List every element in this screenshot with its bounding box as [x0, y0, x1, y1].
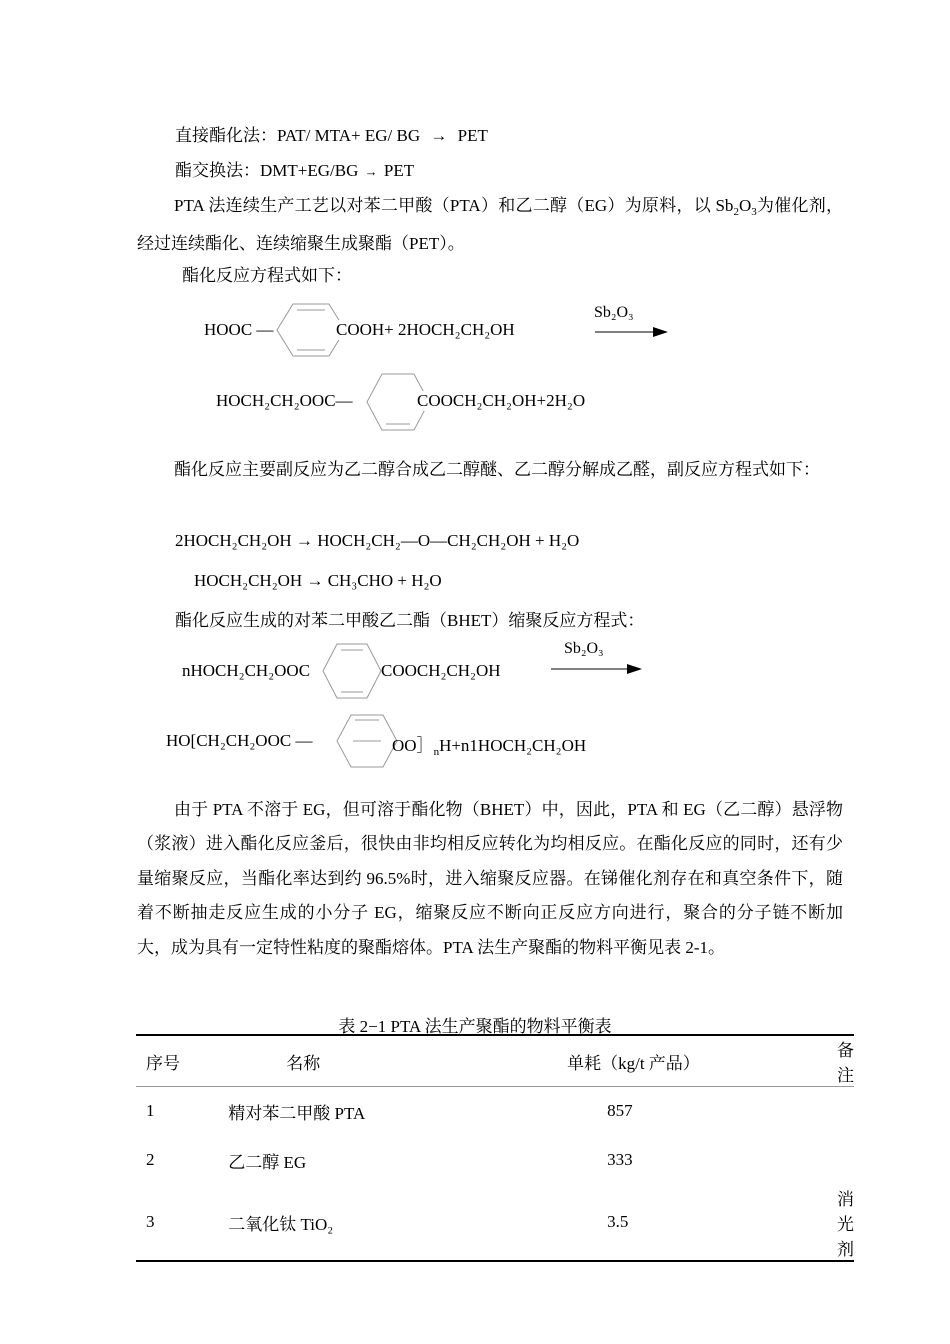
reaction1-reactant-right: COOH+ 2HOCH₂CH₂OH — [336, 320, 515, 339]
intro-paragraph — [137, 188, 843, 262]
row-consumption: 333 — [607, 1150, 633, 1169]
ester-exchange-line — [175, 161, 414, 182]
reaction-intro: 酯化反应方程式如下： — [182, 266, 352, 285]
poly-reactant-left: nHOCH₂CH₂OOC — [182, 661, 311, 680]
poly-product-n: n — [433, 746, 440, 758]
row-no: 3 — [146, 1212, 155, 1231]
direct-esterification-line — [175, 126, 488, 146]
poly-product-left: HO[CH₂CH₂OOC — — [166, 731, 313, 750]
poly-catalyst: Sb₂O₃ — [564, 640, 604, 657]
reaction1-catalyst: Sb₂O₃ — [594, 304, 634, 321]
poly-arrow — [551, 664, 643, 674]
intro-text-b: O — [738, 196, 752, 215]
row-name: 精对苯二甲酸 PTA — [228, 1103, 366, 1123]
side-reactions-intro: 酯化反应主要副反应为乙二醇合成乙二醇醚、乙二醇分解成乙醛，副反应方程式如下： — [174, 460, 820, 479]
exchange-label: 酯交换法： — [175, 161, 260, 180]
row-name: 乙二醇 EG — [228, 1152, 307, 1172]
row-no: 2 — [146, 1150, 155, 1169]
row-note — [826, 1136, 854, 1185]
benzene-ring-4 — [336, 714, 398, 768]
direct-formula: PAT/ MTA+ EG/ BG — [277, 126, 421, 145]
row-note: 消光剂 — [837, 1189, 854, 1259]
poly-reactant-right: COOCH₂CH₂OH — [381, 661, 501, 680]
intro-sub-2: 3 — [751, 206, 757, 218]
row-consumption: 857 — [607, 1101, 633, 1121]
exchange-arrow: → — [364, 164, 378, 179]
header-no: 序号 — [146, 1053, 180, 1073]
process-description: 由于 PTA 不溶于 EG，但可溶于酯化物（BHET）中，因此，PTA 和 EG（乙二醇）悬浮物（浆液）进入酯化反应釜后，很快由非均相反应转化为均相反应。在酯化反应的同时，还有少量缩聚反应，当酯化率达到约 96.5%时，进入缩聚反应器。在锑催化剂存在和真空条件下，随着不断抽走反应生成的小分子 EG，缩聚反应不断向正反应方向进行，聚合的分子链不断加大，成为具有一定特性粘度的聚酯熔体。PTA 法生产聚酯的物料平衡见表 2-1。 — [137, 800, 843, 957]
side-reaction-1: 2HOCH₂CH₂OH → HOCH₂CH₂—O—CH₂CH₂OH + H₂O — [175, 531, 580, 550]
table-row — [136, 1136, 854, 1185]
exchange-product: PET — [383, 161, 415, 180]
row-name: 二氧化钛 TiO₂ — [228, 1214, 334, 1234]
intro-sub-1: 2 — [733, 206, 739, 218]
side-reaction-2: HOCH₂CH₂OH → CH₃CHO + H₂O — [194, 571, 442, 590]
intro-text-a: PTA 法连续生产工艺以对苯二甲酸（PTA）和乙二醇（EG）为原料，以 Sb — [174, 196, 734, 215]
table-caption: 表 2−1 PTA 法生产聚酯的物料平衡表 — [338, 1017, 612, 1036]
direct-arrow: → — [430, 126, 448, 145]
reaction1-arrow — [595, 327, 669, 337]
row-consumption: 3.5 — [607, 1212, 629, 1231]
material-balance-table — [136, 1034, 854, 1262]
direct-label: 直接酯化法： — [175, 126, 277, 145]
benzene-ring-3 — [322, 643, 382, 699]
header-name: 名称 — [286, 1053, 321, 1073]
reaction1-reactant-left: HOOC — — [204, 320, 274, 339]
table-row — [136, 1185, 854, 1261]
table-header-row — [136, 1035, 854, 1087]
reaction1-product-right: COOCH₂CH₂OH+2H₂O — [417, 391, 586, 410]
table-row — [136, 1087, 854, 1136]
poly-product-right — [392, 731, 586, 756]
reaction1-product-left: HOCH₂CH₂OOC— — [216, 391, 353, 410]
header-note: 备注 — [837, 1041, 854, 1085]
direct-product: PET — [457, 126, 488, 145]
exchange-formula: DMT+EG/BG — [260, 161, 359, 180]
poly-product-right-a: OO］ — [392, 736, 434, 755]
intro-text-c: 为催化剂，经过连续酯化、连续缩聚生成聚酯（PET）。 — [137, 196, 844, 253]
header-consumption: 单耗（kg/t 产品） — [567, 1053, 700, 1073]
row-note — [826, 1087, 854, 1136]
row-no: 1 — [146, 1101, 155, 1121]
polycondensation-intro: 酯化反应生成的对苯二甲酸乙二酯（BHET）缩聚反应方程式： — [175, 611, 645, 630]
poly-product-right-b: H+n1HOCH₂CH₂OH — [439, 736, 587, 755]
